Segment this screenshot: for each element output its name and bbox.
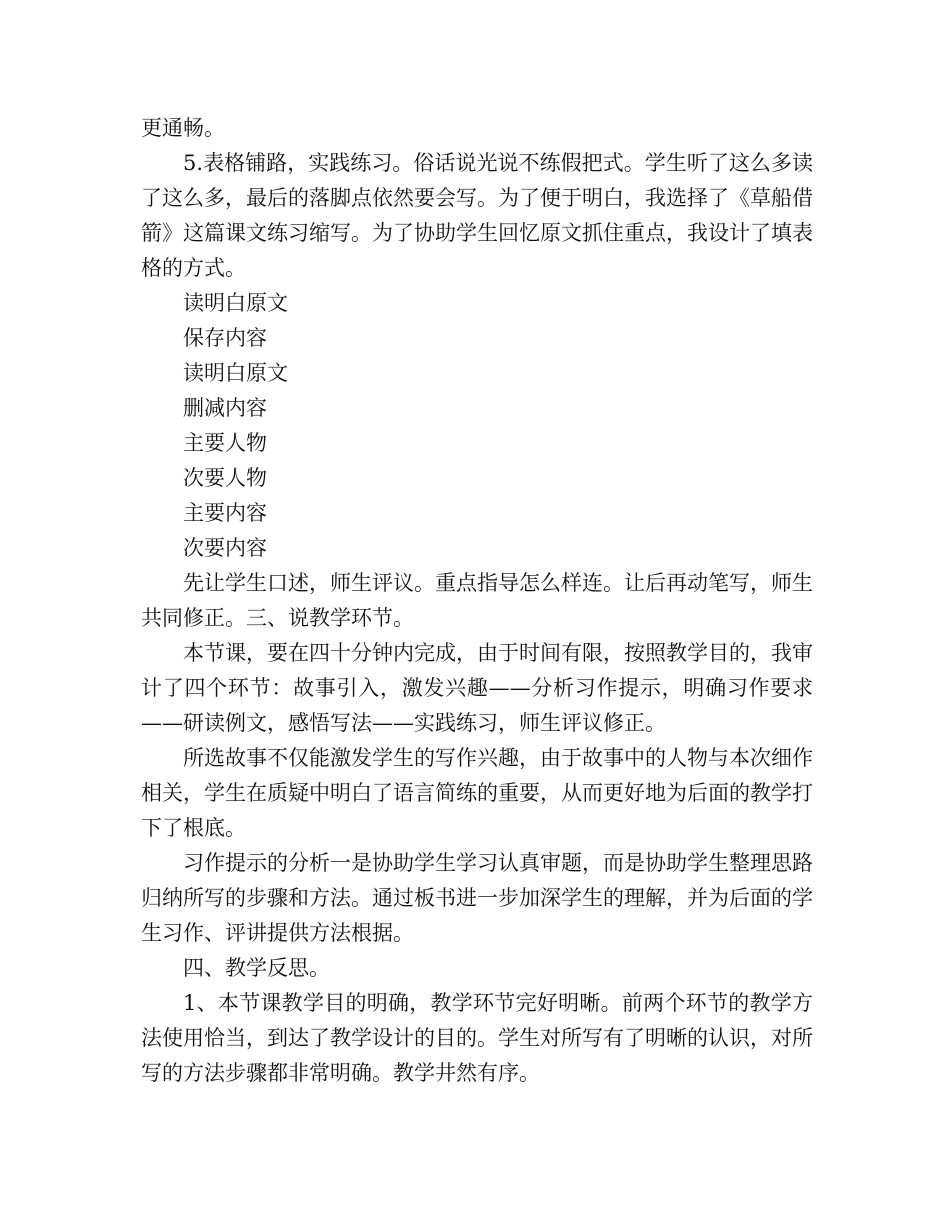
paragraph: 习作提示的分析一是协助学生学习认真审题，而是协助学生整理思路归纳所写的步骤和方法。通过板书进一步加深学生的理解，并为后面的学生习作、评讲提供方法根据。 xyxy=(141,851,813,945)
table-item-line: 次要内容 xyxy=(183,536,267,560)
paragraph: 1、本节课教学目的明确，教学环节完好明晰。前两个环节的教学方法使用恰当，到达了教学设计的目的。学生对所写有了明晰的认识，对所写的方法步骤都非常明确。教学井然有序。 xyxy=(141,991,813,1085)
paragraph: 5.表格铺路，实践练习。俗话说光说不练假把式。学生听了这么多读了这么多，最后的落脚点依然要会写。为了便于明白，我选择了《草船借箭》这篇课文练习缩写。为了协助学生回忆原文抓住重点，我设计了填表格的方式。 xyxy=(141,151,813,280)
table-item-line: 读明白原文 xyxy=(183,291,288,315)
section-heading: 四、教学反思。 xyxy=(183,956,330,980)
table-item-line: 读明白原文 xyxy=(183,361,288,385)
paragraph: 本节课，要在四十分钟内完成，由于时间有限，按照教学目的，我审计了四个环节：故事引入，激发兴趣——分析习作提示，明确习作要求——研读例文，感悟写法——实践练习，师生评议修正。 xyxy=(141,641,813,735)
table-item-line: 保存内容 xyxy=(183,326,267,350)
table-item-line: 删减内容 xyxy=(183,396,267,420)
table-item-line: 主要内容 xyxy=(183,501,267,525)
paragraph: 先让学生口述，师生评议。重点指导怎么样连。让后再动笔写，师生共同修正。三、说教学环节。 xyxy=(141,571,813,630)
paragraph: 更通畅。 xyxy=(141,116,225,140)
table-item-line: 主要人物 xyxy=(183,431,267,455)
paragraph: 所选故事不仅能激发学生的写作兴趣，由于故事中的人物与本次细作相关，学生在质疑中明白了语言简练的重要，从而更好地为后面的教学打下了根底。 xyxy=(141,746,813,840)
document-body xyxy=(141,111,813,1091)
table-item-line: 次要人物 xyxy=(183,466,267,490)
